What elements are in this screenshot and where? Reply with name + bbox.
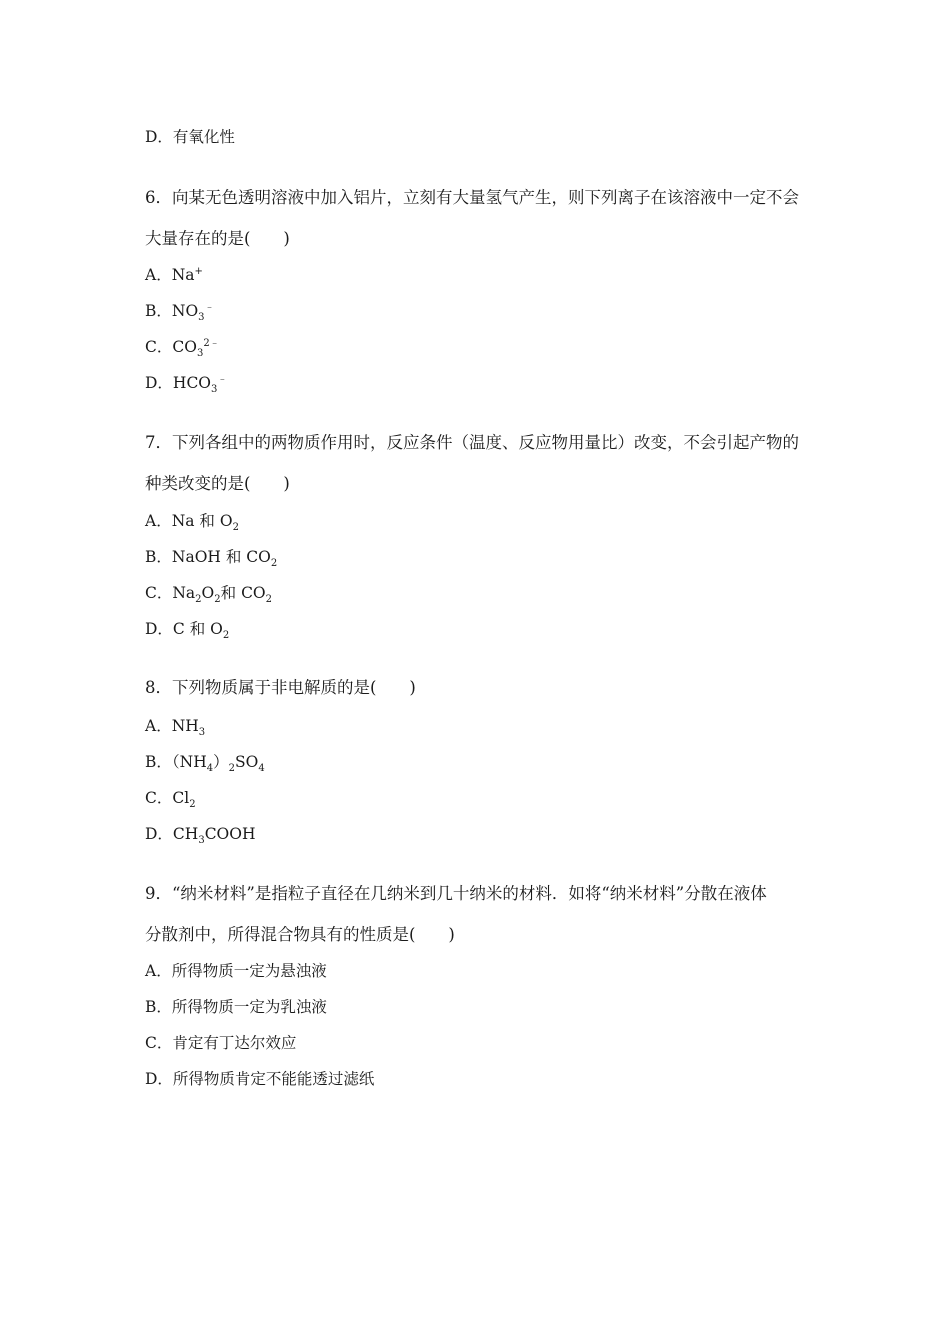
q8-stem: 8．下列物质属于非电解质的是( )	[145, 678, 416, 697]
q9-stem-line1: 9．“纳米材料”是指粒子直径在几纳米到几十纳米的材料．如将“纳米材料”分散在液体	[145, 884, 767, 903]
q6-option-b: B．$NO_3^﹣$	[145, 301, 215, 324]
q7-stem-line2: 种类改变的是( )	[145, 474, 290, 493]
q9-option-a: A．所得物质一定为悬浊液	[145, 962, 327, 980]
q8-option-c: C．$Cl_2$	[145, 789, 196, 811]
q7-stem-line1: 7．下列各组中的两物质作用时，反应条件（温度、反应物用量比）改变，不会引起产物的	[145, 433, 799, 452]
q8-option-a: A．$NH_3$	[145, 717, 206, 739]
q8-option-b: B．$(NH_4)_2SO_4$	[145, 753, 265, 775]
q9-option-b: B．所得物质一定为乳浊液	[145, 998, 327, 1016]
q7-option-a: A．Na 和 $O_2$	[145, 512, 239, 534]
q7-option-b: B．NaOH 和 $CO_2$	[145, 548, 278, 570]
q7-option-c: C．$Na_2O_2$和 $CO_2$	[145, 584, 273, 606]
q6-option-c: C．$CO_3^{2﹣}$	[145, 337, 220, 360]
q8-option-d: D．$CH_3COOH$	[145, 825, 256, 847]
q6-option-a: A．Na+	[145, 265, 203, 284]
q6-stem-line1: 6．向某无色透明溶液中加入铝片，立刻有大量氢气产生，则下列离子在该溶液中一定不会	[145, 188, 799, 207]
q6-option-d: D．$HCO_3^﹣$	[145, 373, 228, 396]
q9-option-c: C．肯定有丁达尔效应	[145, 1034, 297, 1052]
q9-option-d: D．所得物质肯定不能能透过滤纸	[145, 1070, 375, 1088]
q9-stem-line2: 分散剂中，所得混合物具有的性质是( )	[145, 925, 455, 944]
prev-option-d: D．有氧化性	[145, 128, 235, 146]
q6-stem-line2: 大量存在的是( )	[145, 229, 290, 248]
q7-option-d: D．C 和 $O_2$	[145, 620, 230, 642]
